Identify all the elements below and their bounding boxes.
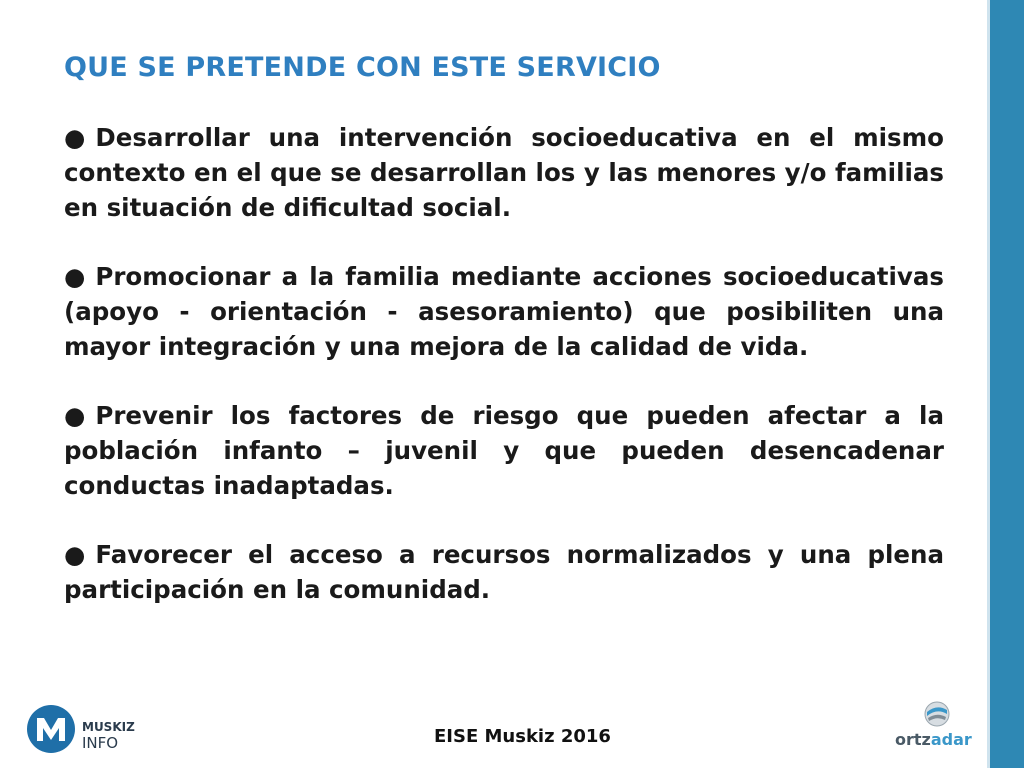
bullet-dot-icon: ● bbox=[64, 401, 86, 430]
bullet-item bbox=[64, 120, 944, 225]
logo-word-muskiz: MUSKIZ bbox=[82, 720, 135, 734]
ortzadar-logo bbox=[893, 700, 983, 756]
bullet-dot-icon: ● bbox=[64, 540, 86, 569]
bullet-item bbox=[64, 398, 944, 503]
bullet-list bbox=[64, 120, 944, 641]
globe-icon bbox=[923, 700, 951, 728]
footer-text: EISE Muskiz 2016 bbox=[434, 726, 611, 747]
bullet-text: Promocionar a la familia mediante acciones socioeducativas (apoyo - orientación - asesoramiento) que posibiliten una mayor integración y una mejora de la calidad de vida. bbox=[64, 262, 944, 361]
bullet-dot-icon: ● bbox=[64, 262, 86, 291]
bullet-item bbox=[64, 259, 944, 364]
logo-word-ortzadar: ortzadar bbox=[895, 730, 972, 749]
muskiz-info-logo bbox=[26, 704, 166, 754]
bullet-text: Favorecer el acceso a recursos normalizados y una plena participación en la comunidad. bbox=[64, 540, 944, 604]
muskiz-logo-icon bbox=[26, 704, 76, 754]
bullet-text: Prevenir los factores de riesgo que pueden afectar a la población infanto – juvenil y que pueden desencadenar conductas inadaptadas. bbox=[64, 401, 944, 500]
slide-title: QUE SE PRETENDE CON ESTE SERVICIO bbox=[64, 52, 661, 83]
logo-word-info: INFO bbox=[82, 734, 119, 752]
side-accent-bar bbox=[990, 0, 1024, 768]
bullet-item bbox=[64, 537, 944, 607]
bullet-text: Desarrollar una intervención socioeducativa en el mismo contexto en el que se desarrollan los y las menores y/o familias en situación de dificultad social. bbox=[64, 123, 944, 222]
bullet-dot-icon: ● bbox=[64, 123, 86, 152]
